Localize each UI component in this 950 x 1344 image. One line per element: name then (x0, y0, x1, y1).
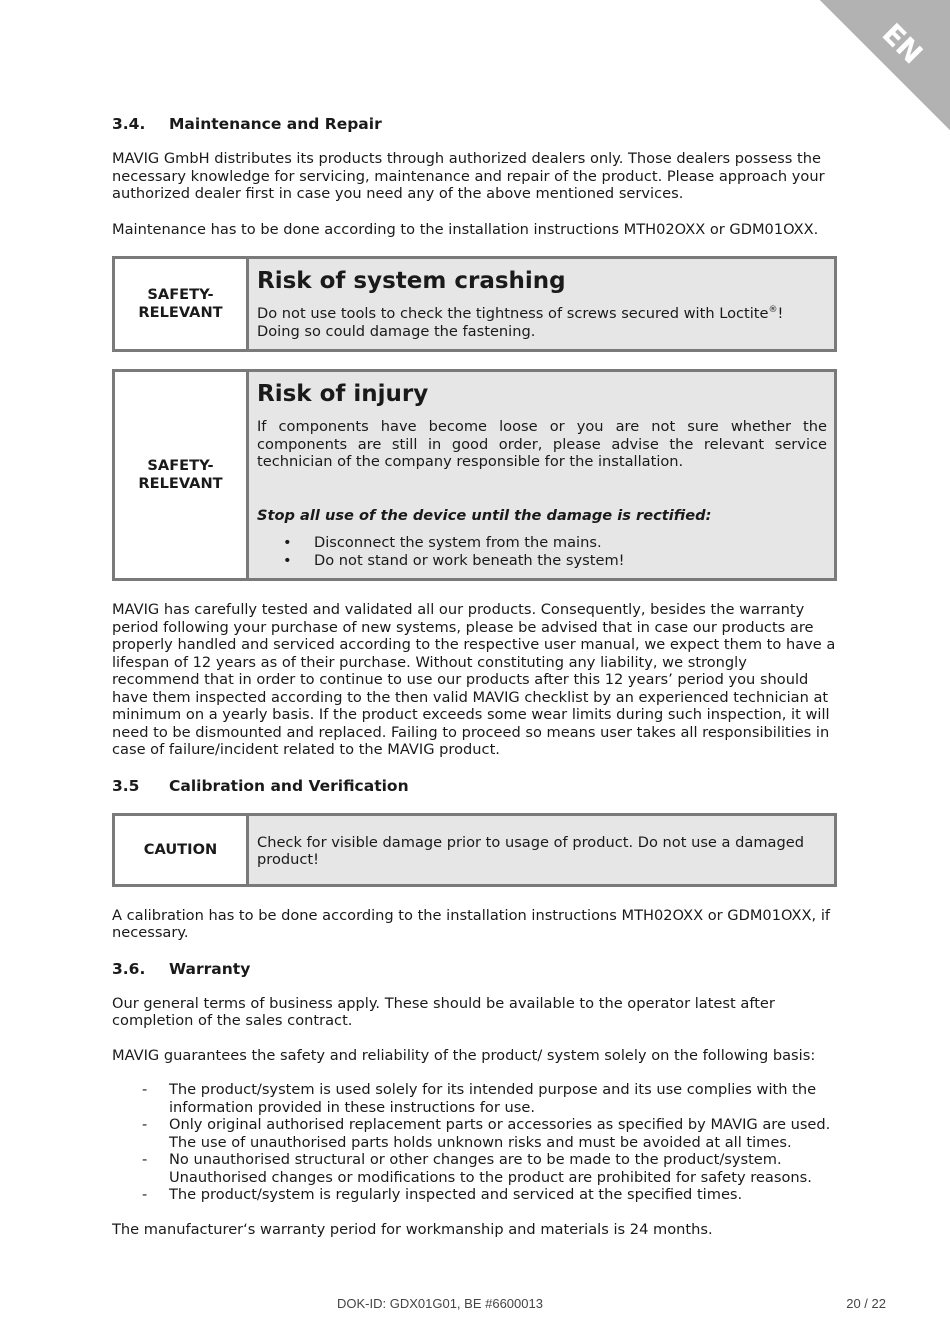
notice-title: Risk of injury (257, 381, 429, 407)
registered-mark: ® (768, 305, 778, 316)
notice-title: Risk of system crashing (257, 268, 566, 294)
safety-notice-injury (112, 369, 837, 581)
section-number: 3.4. (112, 115, 146, 133)
list-item: - No unauthorised structural or other changes are to be made to the product/system. Unauthorised changes or modifications to the product are prohibited for safety reasons. (112, 1151, 837, 1186)
notice-text (257, 305, 827, 340)
section-number: 3.6. (112, 959, 146, 978)
list-item: - The product/system is regularly inspected and serviced at the specified times. (112, 1186, 837, 1204)
notice-text-b: ! Doing so could damage the fastening. (257, 305, 784, 340)
notice-label (115, 259, 249, 349)
page-content (112, 114, 837, 1238)
section-title: Calibration and Verification (169, 776, 409, 795)
notice-label (115, 372, 249, 578)
list-item: • Do not stand or work beneath the system! (257, 552, 827, 570)
lifespan-paragraph: MAVIG has carefully tested and validated all our products. Consequently, besides the warranty period following your purchase of new systems, please be advised that in case our products are properly handled and serviced according to the respective user manual, we expect them to have a lifespan of 12 years as of their purchase. Without constituting any liability, we strongly recommend that in order to continue to use our products after this 12 years’ period you should have them inspected according to the then valid MAVIG checklist by an experienced technician at minimum on a yearly basis. If the product exceeds some wear limits during such inspection, it will need to be dismounted and replaced. Failing to proceed so means user takes all responsibilities in case of failure/incident related to the MAVIG product. (112, 601, 836, 758)
section-title: Warranty (169, 959, 251, 978)
paragraph: The manufacturer‘s warranty period for workmanship and materials is 24 months. (112, 1220, 713, 1238)
section-number: 3.5 (112, 776, 140, 795)
document-id: DOK-ID: GDX01G01, BE #6600013 (337, 1296, 543, 1311)
paragraph: Our general terms of business apply. These should be available to the operator latest after completion of the sales contract. (112, 994, 775, 1029)
paragraph: Maintenance has to be done according to the installation instructions MTH02OXX or GDM01OXX. (112, 220, 819, 238)
list-item: - The product/system is used solely for its intended purpose and its use complies with the information provided in these instructions for use. (112, 1081, 837, 1116)
notice-body (249, 259, 834, 349)
list-item: • Disconnect the system from the mains. (257, 534, 827, 552)
language-corner-tab (820, 0, 950, 130)
section-title: Maintenance and Repair (169, 115, 382, 133)
section-heading-3-5 (112, 776, 837, 796)
notice-label-text: CAUTION (143, 840, 218, 858)
notice-label (115, 816, 249, 884)
notice-text-a: Do not use tools to check the tightness of screws secured with Loctite (257, 305, 769, 322)
paragraph: A calibration has to be done according to the installation instructions MTH02OXX or GDM01OXX, if necessary. (112, 906, 831, 941)
notice-text: Check for visible damage prior to usage of product. Do not use a damaged product! (257, 833, 805, 868)
page-number: 20 / 22 (846, 1296, 886, 1311)
warranty-conditions-list (112, 1081, 837, 1204)
notice-stop-text: Stop all use of the device until the damage is rectified: (257, 506, 712, 524)
notice-body (249, 816, 834, 884)
list-item: - Only original authorised replacement parts or accessories as specified by MAVIG are used. The use of unauthorised parts holds unknown risks and must be avoided at all times. (112, 1116, 837, 1151)
notice-text: If components have become loose or you are not sure whether the components are still in good order, please advise the relevant service technician of the company responsible for the installation. (257, 418, 827, 470)
section-heading-3-6 (112, 959, 837, 979)
caution-notice (112, 813, 837, 887)
notice-body (249, 372, 834, 578)
paragraph: MAVIG guarantees the safety and reliability of the product/ system solely on the following basis: (112, 1046, 816, 1064)
language-label: EN (875, 16, 930, 71)
notice-label-text: SAFETY- RELEVANT (138, 457, 223, 492)
safety-notice-crash (112, 256, 837, 352)
notice-label-text: SAFETY- RELEVANT (138, 286, 223, 321)
paragraph: MAVIG GmbH distributes its products through authorized dealers only. Those dealers possess the necessary knowledge for servicing, maintenance and repair of the product. Please approach your authorized dealer first in case you need any of the above mentioned services. (112, 150, 825, 202)
section-heading-3-4 (112, 114, 837, 134)
notice-bullet-list (257, 534, 827, 569)
